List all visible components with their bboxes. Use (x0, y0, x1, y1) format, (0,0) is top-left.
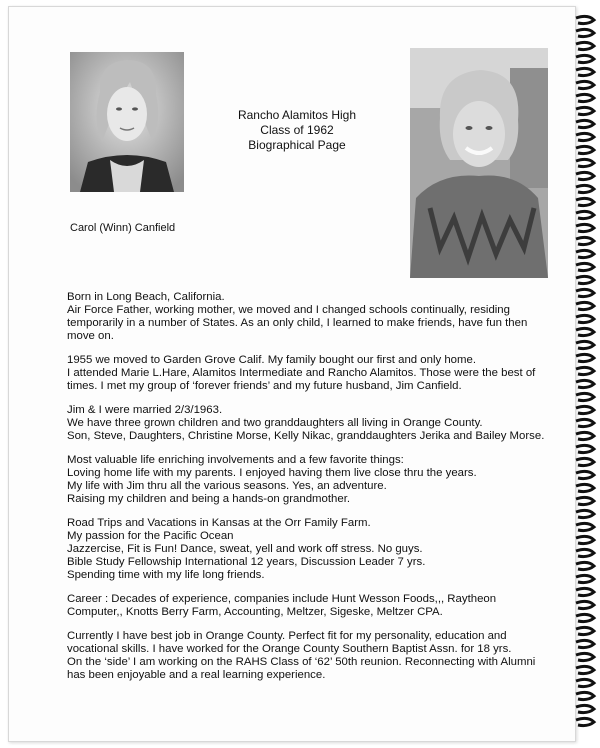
spiral-coil (576, 458, 594, 465)
bio-line: Spending time with my life long friends. (67, 569, 265, 581)
spiral-coil (576, 549, 594, 556)
bio-line: move on. (67, 330, 114, 342)
bio-line: Born in Long Beach, California. (67, 291, 225, 303)
bio-line: temporarily in a number of States. As an only child, I learned to make friends, have fun then (67, 317, 528, 329)
person-name: Carol (Winn) Canfield (70, 222, 176, 234)
spiral-coil (576, 159, 594, 166)
spiral-coil (576, 718, 594, 725)
spiral-coil (576, 536, 594, 543)
bio-line: Jazzercise, Fit is Fun! Dance, sweat, yell and work off stress. No guys. (67, 543, 423, 555)
spiral-coil (576, 497, 594, 504)
spiral-coil (576, 81, 594, 88)
bio-line: Road Trips and Vacations in Kansas at the Orr Family Farm. (67, 517, 371, 529)
spiral-coil (576, 172, 594, 179)
bio-line: Raising my children and being a hands-on grandmother. (67, 493, 351, 505)
bio-paragraph (67, 630, 537, 682)
spiral-coil (576, 679, 594, 686)
spiral-coil (576, 354, 594, 361)
bio-line: Career : Decades of experience, companies include Hunt Wesson Foods,,, Raytheon (67, 593, 497, 605)
bio-line: has been enjoyable and a real learning experience. (67, 669, 326, 681)
bio-line: We have three grown children and two granddaughters all living in Orange County. (67, 417, 483, 429)
spiral-coil (576, 133, 594, 140)
spiral-coil (576, 237, 594, 244)
spiral-coil (576, 16, 594, 23)
spiral-coil (576, 653, 594, 660)
spiral-coil (576, 185, 594, 192)
spiral-coil (576, 341, 594, 348)
spiral-coil (576, 705, 594, 712)
spiral-coil (576, 263, 594, 270)
spiral-coil (576, 68, 594, 75)
bio-line: Jim & I were married 2/3/1963. (67, 404, 223, 416)
spiral-coil (576, 29, 594, 36)
bio-line: Loving home life with my parents. I enjoyed having them live close thru the years. (67, 467, 477, 479)
spiral-coil (576, 55, 594, 62)
spiral-coil (576, 588, 594, 595)
spiral-coil (576, 419, 594, 426)
bio-paragraph (67, 354, 537, 393)
spiral-coil (576, 94, 594, 101)
spiral-coil (576, 406, 594, 413)
spiral-coil (576, 42, 594, 49)
bio-paragraph (67, 593, 537, 619)
bio-line: On the ‘side’ I am working on the RAHS Class of ‘62’ 50th reunion. Reconnecting with Alumni (67, 656, 536, 668)
spiral-coil (576, 640, 594, 647)
bio-line: times. I met my group of ‘forever friends’ and my future husband, Jim Canfield. (67, 380, 462, 392)
bio-paragraph (67, 404, 545, 443)
spiral-coil (576, 432, 594, 439)
spiral-coil (576, 471, 594, 478)
page-header (222, 108, 372, 153)
spiral-coil (576, 328, 594, 335)
spiral-coil (576, 276, 594, 283)
bio-paragraph (67, 454, 537, 506)
bio-line: My passion for the Pacific Ocean (67, 530, 234, 542)
bio-paragraph (67, 517, 537, 582)
spiral-coil (576, 692, 594, 699)
spiral-coil (576, 198, 594, 205)
spiral-coil (576, 211, 594, 218)
spiral-coil (576, 484, 594, 491)
spiral-coil (576, 627, 594, 634)
spiral-coil (576, 224, 594, 231)
spiral-coil (576, 666, 594, 673)
biography-text (67, 291, 545, 693)
spiral-coil (576, 510, 594, 517)
spiral-coil (576, 601, 594, 608)
spiral-coil (576, 120, 594, 127)
bio-line: My life with Jim thru all the various seasons. Yes, an adventure. (67, 480, 387, 492)
spiral-coil (576, 250, 594, 257)
spiral-coil (576, 523, 594, 530)
school-name: Rancho Alamitos High (237, 108, 357, 122)
spiral-coil (576, 445, 594, 452)
bio-line: vocational skills. I have worked for the Orange County Southern Baptist Assn. for 18 yrs. (67, 643, 512, 655)
bio-line: 1955 we moved to Garden Grove Calif. My family bought our first and only home. (67, 354, 476, 366)
bio-line: Most valuable life enriching involvements and a few favorite things: (67, 454, 404, 466)
bio-paragraph (67, 291, 537, 343)
class-year: Class of 1962 (260, 123, 334, 137)
spiral-coil (576, 614, 594, 621)
spiral-coil (576, 302, 594, 309)
bio-line: Son, Steve, Daughters, Christine Morse, Kelly Nikac, granddaughters Jerika and Bailey Morse. (67, 430, 545, 442)
bio-line: I attended Marie L.Hare, Alamitos Intermediate and Rancho Alamitos. Those were the best of (67, 367, 536, 379)
spiral-coil (576, 575, 594, 582)
spiral-binding (574, 8, 598, 738)
spiral-coil (576, 289, 594, 296)
spiral-coil (576, 107, 594, 114)
spiral-coil (576, 146, 594, 153)
page-type: Biographical Page (248, 138, 346, 152)
bio-line: Currently I have best job in Orange County. Perfect fit for my personality, education and (67, 630, 507, 642)
spiral-coil (576, 315, 594, 322)
bio-line: Bible Study Fellowship International 12 years, Discussion Leader 7 yrs. (67, 556, 426, 568)
current-photo (410, 48, 548, 278)
yearbook-photo (70, 52, 184, 192)
spiral-coil (576, 367, 594, 374)
spiral-coil (576, 393, 594, 400)
bio-line: Computer,, Knotts Berry Farm, Accounting, Meltzer, Sigeske, Meltzer CPA. (67, 606, 443, 618)
spiral-coil (576, 380, 594, 387)
bio-line: Air Force Father, working mother, we moved and I changed schools continually, residing (67, 304, 510, 316)
spiral-coil (576, 562, 594, 569)
